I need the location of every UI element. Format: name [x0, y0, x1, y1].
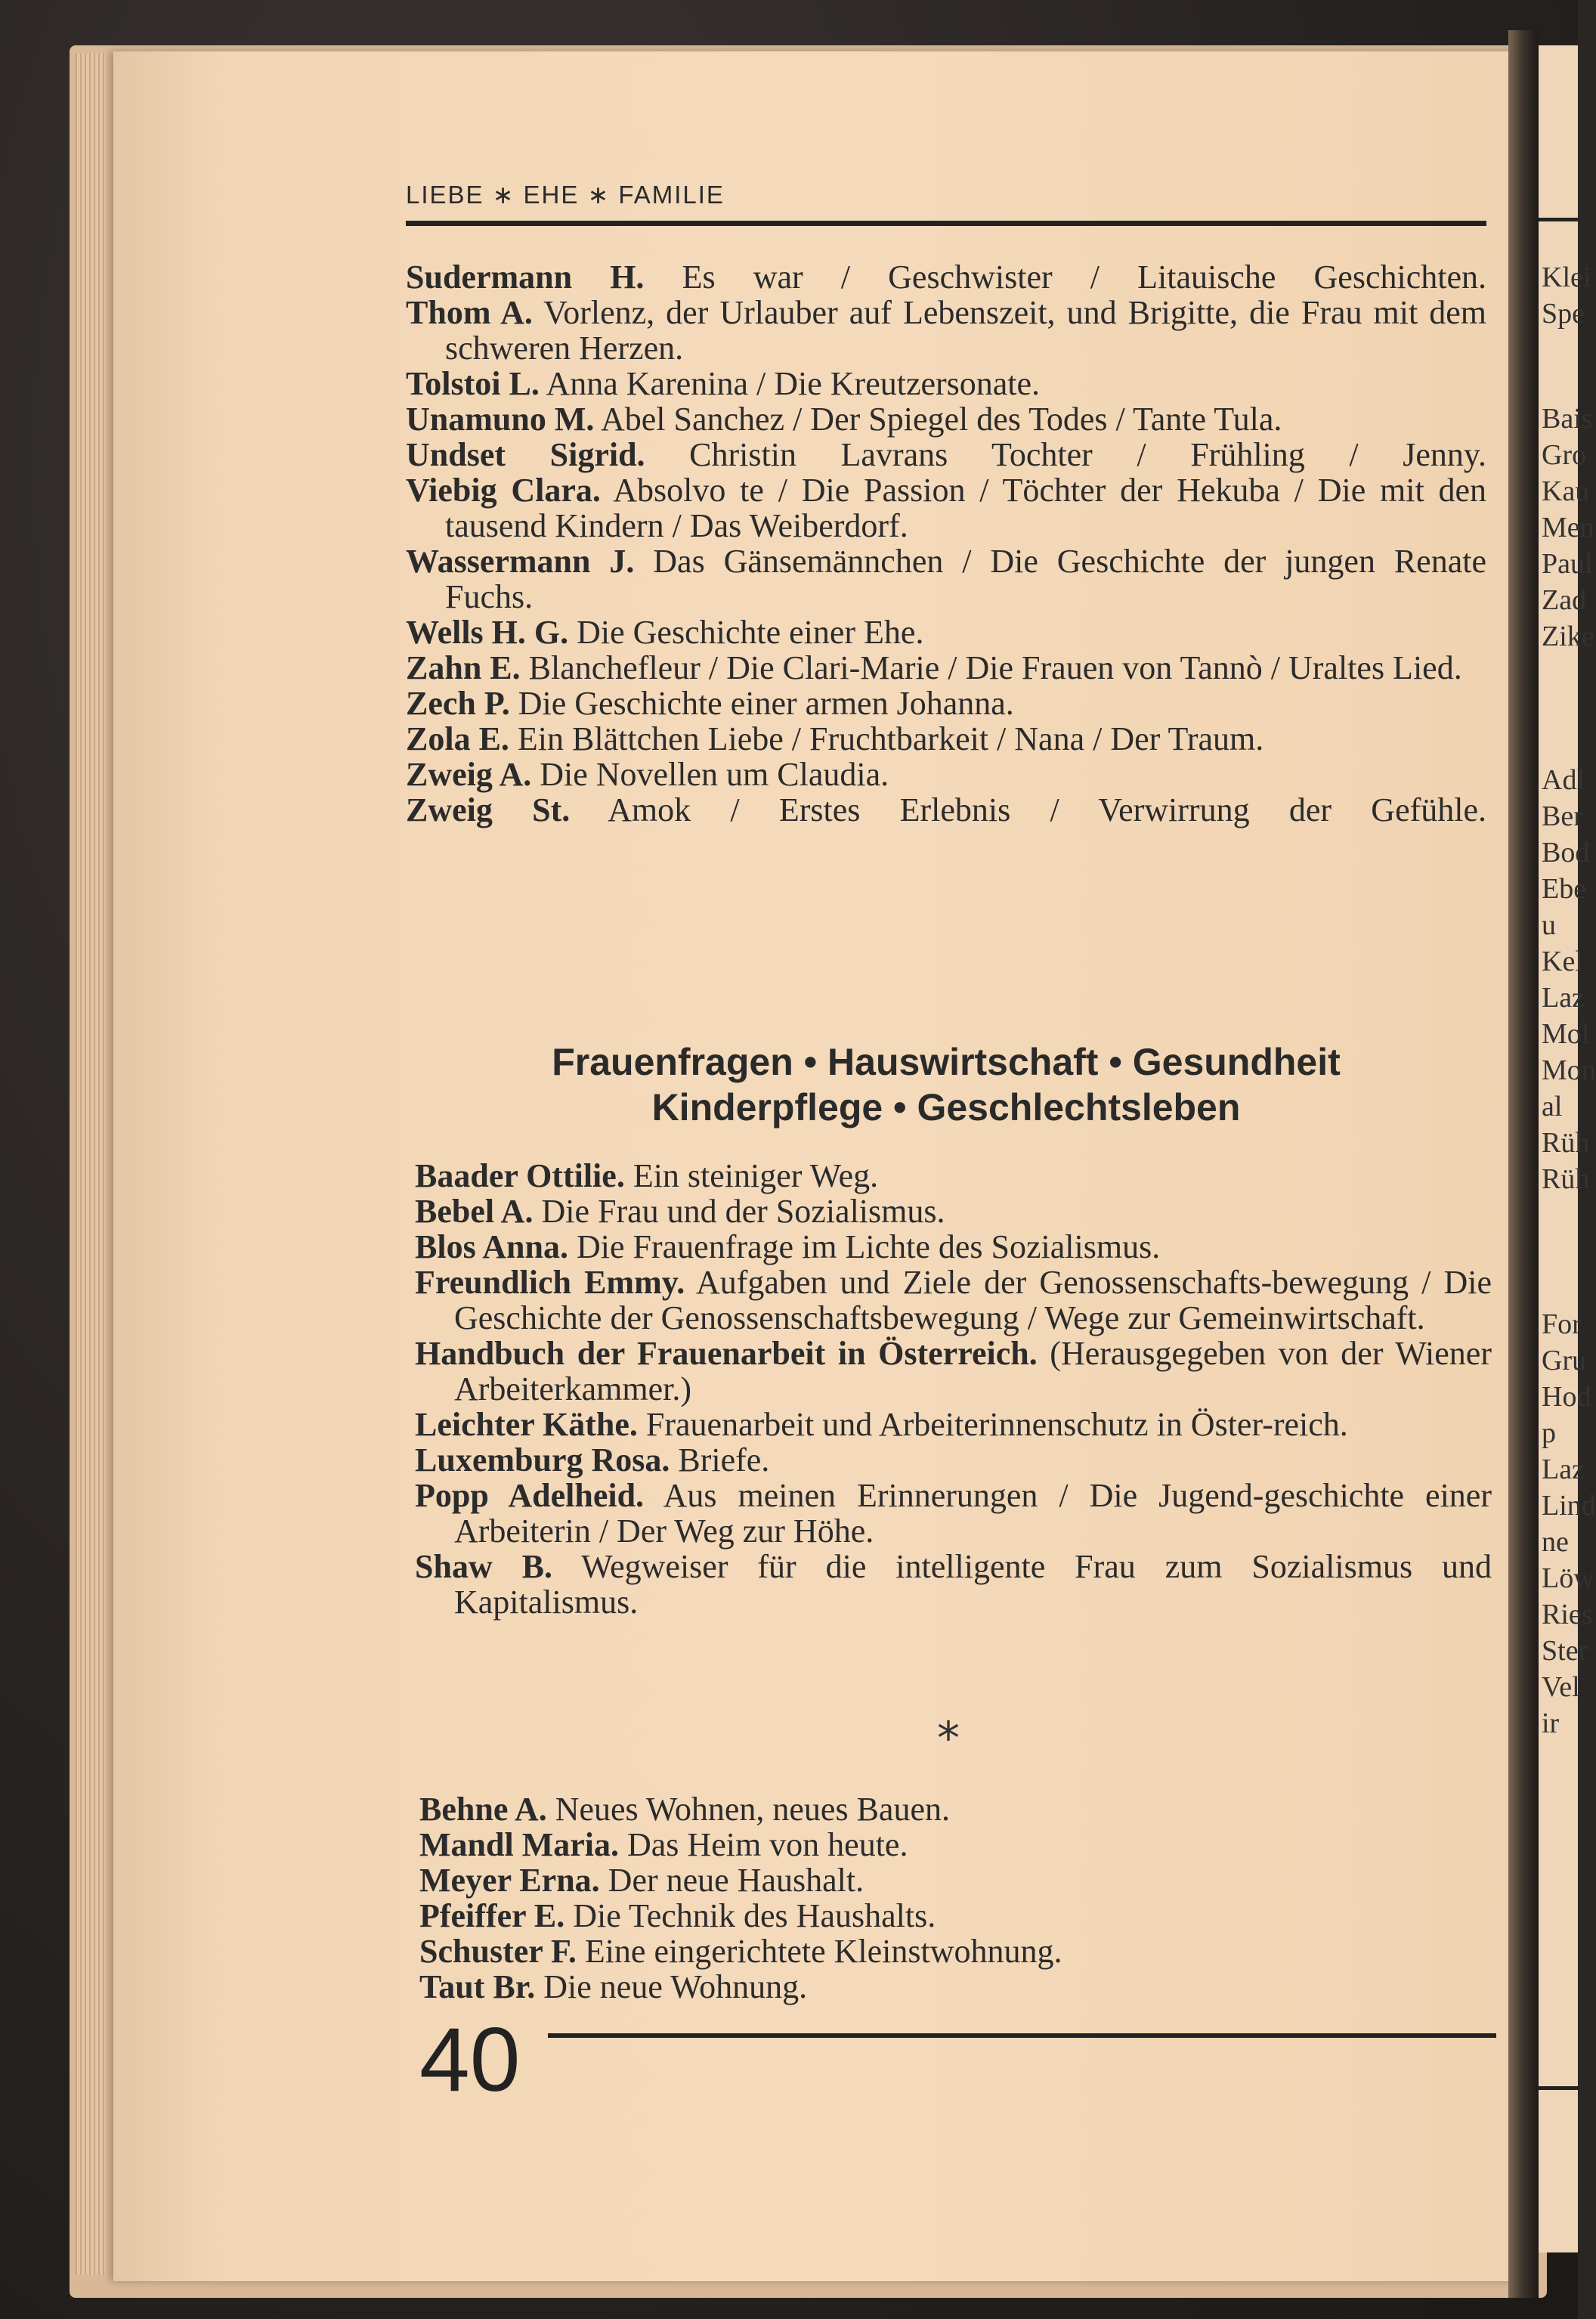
bibliography-entry [415, 1336, 1492, 1407]
next-page-fragment: Bod [1542, 837, 1590, 868]
next-page-fragment: Vel [1542, 1671, 1580, 1703]
entry-author: Viebig Clara. [406, 472, 601, 509]
bibliography-entry [419, 1898, 1492, 1934]
next-page-fragment: al [1542, 1091, 1563, 1122]
next-page-fragment: ir [1542, 1708, 1560, 1739]
entry-titles: Neues Wohnen, neues Bauen. [546, 1791, 950, 1828]
bibliography-entry [419, 1934, 1492, 1969]
footer-rule [548, 2033, 1496, 2038]
entry-author: Handbuch der Frauenarbeit in Österreich. [415, 1335, 1038, 1372]
next-page-fragment: Ster [1542, 1635, 1588, 1667]
bibliography-entry [406, 295, 1486, 366]
entry-titles: Christin Lavrans Tochter / Frühling / Jenny. [645, 436, 1486, 473]
bibliography-entry [406, 366, 1486, 401]
entry-author: Zech P. [406, 685, 510, 722]
next-page-fragment: Gro [1542, 439, 1587, 471]
entry-titles: Abel Sanchez / Der Spiegel des Todes / Tante Tula. [594, 401, 1282, 438]
bibliography-entry [415, 1478, 1492, 1549]
next-page-fragment: Klei [1542, 262, 1591, 293]
bibliography-entry [415, 1229, 1492, 1265]
next-page-fragment: Laz [1542, 982, 1585, 1014]
bibliography-entry [406, 543, 1486, 615]
entry-author: Leichter Käthe. [415, 1406, 638, 1443]
bibliography-entry [406, 259, 1486, 295]
bibliography-entry [419, 1862, 1492, 1898]
women-list [415, 1158, 1492, 1620]
entry-titles: Das Heim von heute. [618, 1826, 908, 1863]
next-page-fragment: Kel [1542, 946, 1583, 977]
entry-titles: Es war / Geschwister / Litauische Geschichten. [644, 259, 1486, 296]
bibliography-entry [406, 686, 1486, 721]
next-page-fragment: Zad [1542, 584, 1587, 616]
bibliography-entry [419, 1791, 1492, 1827]
entry-author: Bebel A. [415, 1193, 534, 1230]
entry-titles: Die Geschichte einer armen Johanna. [509, 685, 1014, 722]
entry-author: Zahn E. [406, 649, 521, 686]
next-page-fragment: Bais [1542, 403, 1593, 435]
entry-titles: Die neue Wohnung. [535, 1968, 808, 2005]
entry-titles: Vorlenz, der Urlauber auf Lebenszeit, und Brigitte, die Frau mit dem schweren Herzen. [445, 294, 1486, 367]
bibliography-entry [419, 1969, 1492, 2005]
entry-titles: Wegweiser für die intelligente Frau zum Sozialismus und Kapitalismus. [454, 1548, 1492, 1621]
bibliography-entry [406, 472, 1486, 543]
next-page-fragment: For [1542, 1308, 1582, 1340]
entry-author: Behne A. [419, 1791, 547, 1828]
next-page-fragment: Men [1542, 512, 1594, 543]
entry-titles: Die Technik des Haushalts. [564, 1897, 936, 1934]
entry-author: Shaw B. [415, 1548, 552, 1585]
next-page-fragment: Laz [1542, 1454, 1585, 1485]
entry-titles: Amok / Erstes Erlebnis / Verwirrung der Gefühle. [570, 791, 1486, 828]
entry-titles: Das Gänsemännchen / Die Geschichte der jungen Renate Fuchs. [445, 543, 1486, 615]
entry-author: Zweig A. [406, 756, 532, 793]
entry-titles: Aus meinen Erinnerungen / Die Jugend-geschichte einer Arbeiterin / Der Weg zur Höhe. [454, 1477, 1492, 1550]
next-page-fragment: Ries [1542, 1599, 1593, 1630]
fiction-list [406, 259, 1486, 828]
entry-titles: Die Geschichte einer Ehe. [568, 614, 924, 651]
bibliography-entry [419, 1827, 1492, 1862]
bibliography-entry [406, 650, 1486, 686]
next-page-fragment: Mon [1542, 1054, 1596, 1086]
entry-author: Schuster F. [419, 1933, 577, 1970]
entry-author: Pfeiffer E. [419, 1897, 565, 1934]
bibliography-entry [406, 721, 1486, 757]
entry-author: Meyer Erna. [419, 1862, 600, 1899]
entry-author: Mandl Maria. [419, 1826, 619, 1863]
home-list [419, 1791, 1492, 2005]
bibliography-entry [415, 1549, 1492, 1620]
entry-author: Unamuno M. [406, 401, 595, 438]
next-page-fragment: Gru [1542, 1345, 1587, 1376]
bibliography-entry [406, 401, 1486, 437]
entry-titles: Der neue Haushalt. [599, 1862, 865, 1899]
next-page-fragment: Mol [1542, 1018, 1590, 1050]
entry-titles: Ein Blättchen Liebe / Fruchtbarkeit / Nana / Der Traum. [509, 720, 1264, 757]
entry-titles: Die Frauenfrage im Lichte des Sozialismus. [568, 1228, 1161, 1265]
entry-titles: Frauenarbeit und Arbeiterinnenschutz in Öster-reich. [637, 1406, 1348, 1443]
next-page-fragment: Lind [1542, 1490, 1596, 1522]
entry-titles: Eine eingerichtete Kleinstwohnung. [576, 1933, 1062, 1970]
bibliography-entry [415, 1265, 1492, 1336]
running-head: LIEBE ∗ EHE ∗ FAMILIE [406, 181, 725, 209]
header-rule [406, 221, 1486, 226]
entry-titles: Ein steiniger Weg. [624, 1157, 879, 1194]
next-page-fragment: Ber [1542, 800, 1583, 832]
entry-titles: (Herausgegeben von der Wiener Arbeiterkammer.) [454, 1335, 1492, 1407]
bibliography-entry [415, 1407, 1492, 1442]
next-page-fragment: Rüh [1542, 1163, 1590, 1195]
entry-author: Popp Adelheid. [415, 1477, 645, 1514]
next-page-fragment: Löw [1542, 1562, 1594, 1594]
section-heading-line-2: Kinderpflege • Geschlechtsleben [651, 1086, 1241, 1129]
entry-titles: Aufgaben und Ziele der Genossenschafts-bewegung / Die Geschichte der Genossenschaftsbewegung / Wege zur Gemeinwirtschaft. [454, 1264, 1492, 1336]
bibliography-entry [406, 792, 1486, 828]
entry-author: Thom A. [406, 294, 533, 331]
next-page-fragment: ne [1542, 1526, 1569, 1558]
page-number: 40 [419, 2009, 521, 2110]
next-page-fragment: Zike [1542, 621, 1594, 652]
next-page-fragment: Adl [1542, 764, 1585, 796]
next-page-fragment: Ebe [1542, 873, 1587, 905]
bibliography-entry [415, 1158, 1492, 1194]
next-page-fragment: Paul [1542, 548, 1593, 580]
next-page-rule [1539, 218, 1578, 221]
next-page-fragment: Kau [1542, 475, 1590, 507]
entry-author: Wells H. G. [406, 614, 569, 651]
entry-author: Zweig St. [406, 791, 571, 828]
entry-author: Sudermann H. [406, 259, 645, 296]
entry-titles: Die Novellen um Claudia. [531, 756, 889, 793]
next-page-fragment: p [1542, 1417, 1556, 1449]
next-page-fragment: Rüh [1542, 1127, 1590, 1159]
next-page-fragment: Hod [1542, 1381, 1591, 1413]
entry-author: Blos Anna. [415, 1228, 568, 1265]
next-page-rule [1539, 2086, 1578, 2090]
entry-titles: Blanchefleur / Die Clari-Marie / Die Frauen von Tannò / Uraltes Lied. [520, 649, 1462, 686]
next-page-fragment: Spe [1542, 298, 1585, 330]
bibliography-entry [415, 1442, 1492, 1478]
next-page-fragment: u [1542, 909, 1556, 941]
bibliography-entry [406, 437, 1486, 472]
bibliography-entry [415, 1194, 1492, 1229]
entry-author: Freundlich Emmy. [415, 1264, 685, 1301]
entry-author: Undset Sigrid. [406, 436, 645, 473]
section-separator: * [937, 1712, 960, 1765]
page-edges [76, 53, 106, 2275]
entry-titles: Die Frau und der Sozialismus. [533, 1193, 945, 1230]
book-gutter [1508, 30, 1539, 2298]
bibliography-entry [406, 757, 1486, 792]
entry-titles: Absolvo te / Die Passion / Töchter der Hekuba / Die mit den tausend Kindern / Das Weiberdorf. [445, 472, 1486, 544]
entry-author: Tolstoi L. [406, 365, 540, 402]
entry-author: Baader Ottilie. [415, 1157, 625, 1194]
section-heading-line-1: Frauenfragen • Hauswirtschaft • Gesundheit [552, 1041, 1341, 1083]
bibliography-entry [406, 615, 1486, 650]
entry-author: Luxemburg Rosa. [415, 1441, 670, 1478]
entry-titles: Anna Karenina / Die Kreutzersonate. [539, 365, 1041, 402]
entry-titles: Briefe. [670, 1441, 770, 1478]
next-page-edge [1539, 45, 1596, 2252]
entry-author: Wassermann J. [406, 543, 635, 580]
entry-author: Zola E. [406, 720, 509, 757]
entry-author: Taut Br. [419, 1968, 536, 2005]
